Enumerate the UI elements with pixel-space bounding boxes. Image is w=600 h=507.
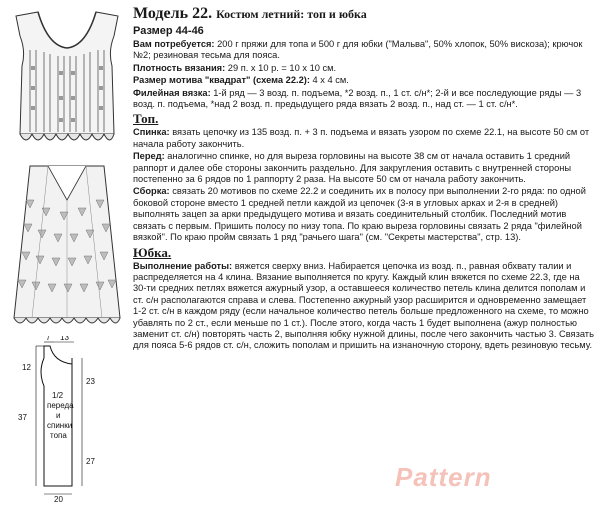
- schema-label-line5: топа: [50, 431, 67, 440]
- page-title: [133, 4, 595, 24]
- motif-label: Размер мотива: [133, 75, 203, 86]
- materials-text: 200 г пряжи для топа и 500 г для юбки ("Мальва", 50% хлопок, 50% вискоза); крючок №2; резиновая тесьма для пояса.: [133, 39, 583, 61]
- schema-width-b: 13: [60, 336, 69, 342]
- instructions-column: [133, 4, 595, 353]
- work-label: Выполнение работы:: [133, 260, 233, 271]
- motif-paragraph: [133, 75, 595, 86]
- illustrations-column: [0, 0, 128, 507]
- work-paragraph: [133, 261, 595, 352]
- top-measurement-schema: [2, 336, 126, 504]
- schema-bottom-width: 20: [54, 495, 63, 504]
- back-text: вязать цепочку из 135 возд. п. + 3 п. подъема и вязать узором по схеме 22.1, на высоте 50 см от начала работу закончить.: [133, 127, 590, 149]
- back-paragraph: [133, 127, 595, 150]
- model-name: Костюм летний: топ и юбка: [216, 7, 367, 21]
- skirt-section-heading: Юбка.: [133, 244, 172, 260]
- schema-height-right-a: 23: [86, 377, 95, 386]
- front-label: Перед:: [133, 151, 165, 162]
- assembly-paragraph: [133, 186, 595, 243]
- schema-label-line1: 1/2: [52, 391, 64, 400]
- density-paragraph: [133, 63, 595, 74]
- schema-height-right-b: 27: [86, 457, 95, 466]
- model-number: Модель 22.: [133, 5, 213, 22]
- density-label: Плотность вязания:: [133, 62, 226, 73]
- filet-text: 1-й ряд — 3 возд. п. подъема, *2 возд. п., 1 ст. с/н*; 2-й и все последующие ряды — 3 возд. п. подъема, *над 2 возд. п. предыдущего ряда вязать 2 возд. п., над ст. — 1 ст. с/н*.: [133, 87, 582, 110]
- top-garment-illustration: [8, 6, 126, 156]
- schema-label-line4: спинки: [47, 421, 73, 430]
- assembly-text: связать 20 мотивов по схеме 22.2 и соединить их в полосу при выполнении 2-го ряда: по одной боковой стороне вместо 1 средней петли каждой из цепочек (3-я в угловых арках и 2-я в средней) выполнять зацеп за арки предыдущего мотива и вязать соединительный столбик. Последний мотив связать с первым. Пришить полосу по низу топа. По краю выреза горловины связать 2 ряда "филейной вязкой". По краю пройм связать 1 ряд "рачьего шага" (см. "Секреты мастерства", стр. 13).: [133, 186, 586, 243]
- work-text: вяжется сверху вниз. Набирается цепочка из возд. п., равная обхвату талии и распределяется на 4 клина. Вязание выполняется по кругу. Каждый клин вяжется по схеме 22.3, где на 30-ти средних петлях вяжется ажурный узор, а оставшееся количество петель клина делится пополам и ст. с/н располагаются справа и слева. Постепенно ажурный узор расширится и одновременно замещает 1-2 ст. с/н в каждом ряду (если начальное количество петель больше предложенного на схеме, то можно убавлять по 2 ст., если меньше по 1 ст.). После этого, когда часть 1 будет выполнена (ажур полностью заменит ст. с/н) повторять часть 2, выполняя юбку нужной длины, после чего закончить частью 3. Связать для пояса 5-6 рядов ст. с/н, сложить пополам и пришить на изнаночную сторону, вдеть резиновую тесьму.: [133, 260, 594, 351]
- schema-label-line3: и: [56, 411, 61, 420]
- size-info: Размер 44-46: [133, 25, 204, 37]
- density-text: 29 п. х 10 р. = 10 х 10 см.: [227, 62, 337, 73]
- skirt-illustration: [8, 160, 126, 335]
- motif-text: 4 х 4 см.: [312, 75, 349, 86]
- assembly-label: Сборка:: [133, 186, 170, 197]
- schema-height-left-b: 37: [18, 413, 27, 422]
- top-section-heading: Топ.: [133, 111, 159, 127]
- filet-label: Филейная вязка:: [133, 87, 211, 98]
- schema-width-a: 7: [46, 336, 51, 342]
- motif-name: "квадрат" (схема 22.2):: [204, 75, 310, 86]
- schema-label-line2: переда: [47, 401, 74, 410]
- materials-label: Вам потребуется:: [133, 39, 215, 49]
- back-label: Спинка:: [133, 127, 170, 138]
- watermark-logo: Pattern: [395, 462, 492, 492]
- front-text: аналогично спинке, но для выреза горловины на высоте 38 см от начала оставить 1 средний раппорт и далее обе стороны закончить раздельно. Для закругления оставить с внутренней стороны постепенно за 6 рядов по 1 раппорту 2 раза. На высоте 50 см от начала работу закончить.: [133, 151, 572, 185]
- front-paragraph: [133, 151, 595, 185]
- schema-height-left-a: 12: [22, 363, 31, 372]
- materials-paragraph: [133, 39, 595, 62]
- filet-paragraph: [133, 88, 595, 111]
